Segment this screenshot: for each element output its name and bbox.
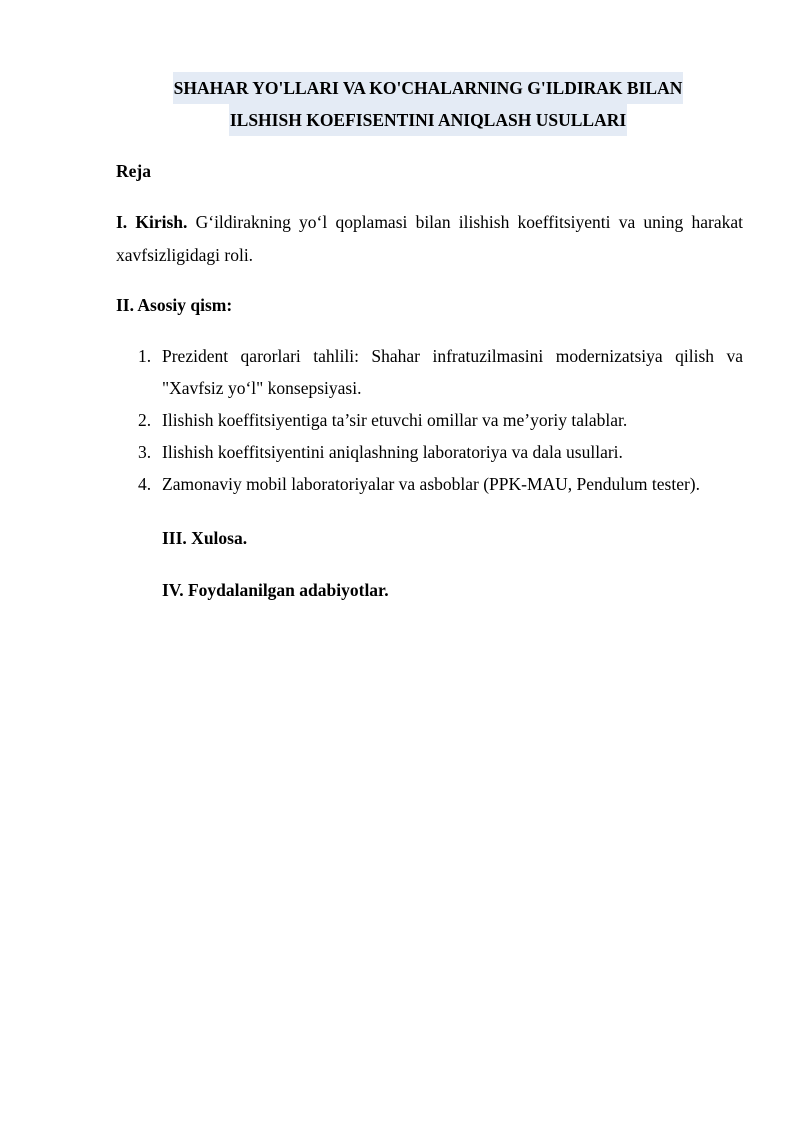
intro-lead: I. Kirish.: [116, 212, 188, 232]
plan-list: [116, 340, 743, 500]
list-item-number: 1.: [138, 346, 152, 366]
conclusion-heading: III. Xulosa.: [162, 528, 248, 548]
references-heading: IV. Foydalanilgan adabiyotlar.: [162, 580, 389, 600]
main-heading: II. Asosiy qism:: [116, 295, 233, 315]
list-item-number: 2.: [138, 410, 152, 430]
intro-paragraph: [116, 206, 743, 272]
list-item-number: 4.: [138, 474, 152, 494]
title-line-2: ILSHISH KOEFISENTINI ANIQLASH USULLARI: [229, 104, 627, 136]
plan-heading: Reja: [116, 161, 151, 181]
title-line-1: SHAHAR YO'LLARI VA KO'CHALARNING G'ILDIRAK BILAN: [173, 72, 684, 104]
list-item-text: Prezident qarorlari tahlili: Shahar infratuzilmasini modernizatsiya qilish va "Xavfsiz yo‘l" konsepsiyasi.: [162, 346, 743, 398]
list-item-text: Ilishish koeffitsiyentini aniqlashning laboratoriya va dala usullari.: [162, 442, 623, 462]
list-item: [116, 340, 743, 404]
list-item: [116, 468, 743, 500]
document-title: [100, 72, 756, 136]
list-item: [116, 436, 743, 468]
list-item: [116, 404, 743, 436]
list-item-text: Ilishish koeffitsiyentiga ta’sir etuvchi omillar va me’yoriy talablar.: [162, 410, 628, 430]
list-item-number: 3.: [138, 442, 152, 462]
intro-text: G‘ildirakning yo‘l qoplamasi bilan ilishish koeffitsiyenti va uning harakat xavfsizligidagi roli.: [116, 212, 743, 265]
list-item-text: Zamonaviy mobil laboratoriyalar va asboblar (PPK-MAU, Pendulum tester).: [162, 474, 701, 494]
